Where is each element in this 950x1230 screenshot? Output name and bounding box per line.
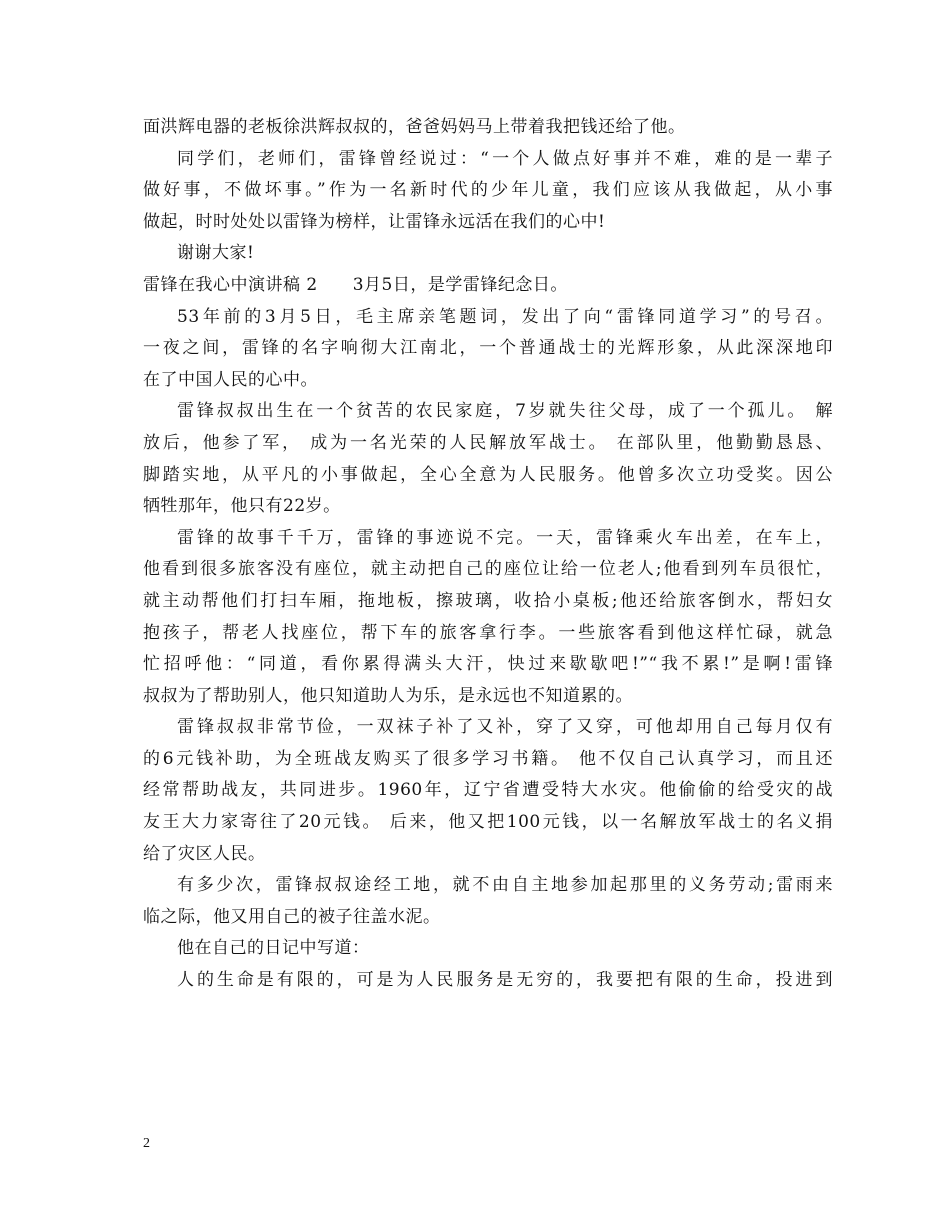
text-line: 一夜之间，雷锋的名字响彻大江南北，一个普通战士的光辉形象，从此深深地印 bbox=[143, 338, 833, 359]
text-line: 临之际，他又用自己的被子往盖水泥。 bbox=[143, 906, 441, 927]
text-line: 雷锋叔叔非常节俭，一双袜子补了又补，穿了又穿，可他却用自己每月仅有 bbox=[177, 717, 833, 738]
text-line: 雷锋叔叔出生在一个贫苦的农民家庭，7岁就失往父母，成了一个孤儿。 解 bbox=[177, 401, 833, 422]
text-line: 面洪辉电器的老板徐洪辉叔叔的，爸爸妈妈马上带着我把钱还给了他。 bbox=[143, 117, 686, 137]
text-line: 有多少次，雷锋叔叔途经工地，就不由自主地参加起那里的义务劳动;雷雨来 bbox=[177, 875, 833, 896]
text-line: 雷锋在我心中演讲稿 2 3月5日，是学雷锋纪念日。 bbox=[143, 274, 568, 295]
text-line: 在了中国人民的心中。 bbox=[143, 369, 318, 390]
text-line: 53年前的3月5日，毛主席亲笔题词，发出了向“雷锋同道学习”的号召。 bbox=[177, 306, 833, 327]
text-line: 人的生命是有限的，可是为人民服务是无穷的，我要把有限的生命，投进到 bbox=[177, 970, 833, 991]
text-line: 他在自己的日记中写道： bbox=[177, 938, 370, 959]
text-line: 牺牲那年，他只有22岁。 bbox=[143, 496, 341, 517]
text-line: 的6元钱补助，为全班战友购买了很多学习书籍。 他不仅自己认真学习，而且还 bbox=[143, 748, 833, 769]
text-line: 同学们，老师们，雷锋曾经说过：“一个人做点好事并不难，难的是一辈子 bbox=[177, 148, 833, 169]
page-number: 2 bbox=[143, 1136, 150, 1151]
text-line: 放后，他参了军， 成为一名光荣的人民解放军战士。 在部队里，他勤勤恳恳、 bbox=[143, 432, 833, 453]
text-line: 就主动帮他们打扫车厢，拖地板，擦玻璃，收拾小桌板;他还给旅客倒水，帮妇女 bbox=[143, 590, 833, 611]
text-line: 谢谢大家! bbox=[177, 243, 255, 264]
body-text bbox=[143, 112, 833, 997]
text-line: 做好事，不做坏事。”作为一名新时代的少年儿童，我们应该从我做起，从小事 bbox=[143, 180, 833, 201]
text-line: 他看到很多旅客没有座位，就主动把自己的座位让给一位老人;他看到列车员很忙， bbox=[143, 559, 833, 580]
text-line: 抱孩子，帮老人找座位，帮下车的旅客拿行李。一些旅客看到他这样忙碌，就急 bbox=[143, 622, 833, 643]
text-line: 雷锋的故事千千万，雷锋的事迹说不完。一天，雷锋乘火车出差，在车上， bbox=[177, 527, 833, 548]
text-line: 给了灾区人民。 bbox=[143, 843, 266, 864]
text-line: 叔叔为了帮助别人，他只知道助人为乐，是永远也不知道累的。 bbox=[143, 685, 633, 706]
text-line: 友王大力家寄往了20元钱。 后来，他又把100元钱，以一名解放军战士的名义捐 bbox=[143, 812, 833, 833]
text-line: 脚踏实地，从平凡的小事做起，全心全意为人民服务。他曾多次立功受奖。因公 bbox=[143, 464, 833, 485]
text-line: 经常帮助战友，共同进步。1960年，辽宁省遭受特大水灾。他偷偷的给受灾的战 bbox=[143, 780, 833, 801]
text-line: 忙招呼他：“同道，看你累得满头大汗，快过来歇歇吧!”“我不累!”是啊!雷锋 bbox=[143, 654, 833, 675]
text-line: 做起，时时处处以雷锋为榜样，让雷锋永远活在我们的心中! bbox=[143, 211, 606, 232]
